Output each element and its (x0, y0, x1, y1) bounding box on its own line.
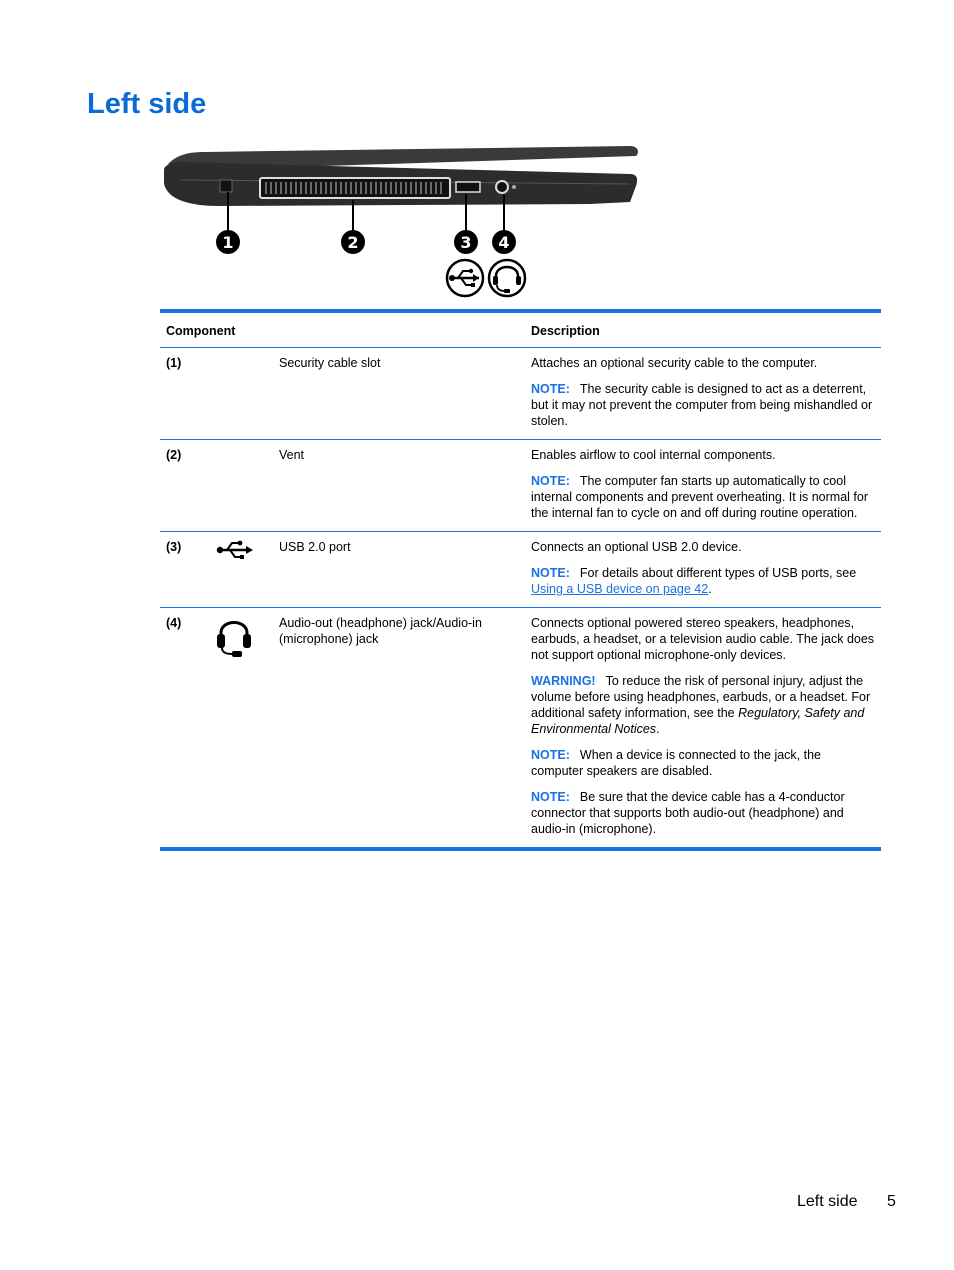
usb-icon (215, 539, 255, 561)
warning-punctuation: . (656, 722, 660, 736)
table-header-row (160, 311, 881, 348)
headphone-icon (489, 260, 525, 296)
page-number: 5 (887, 1193, 896, 1210)
row-number: (1) (160, 348, 209, 440)
row-icon-cell (209, 348, 273, 440)
warning-paragraph (531, 673, 875, 737)
components-table (160, 309, 881, 851)
warning-label: WARNING! (531, 674, 596, 688)
note-label: NOTE: (531, 382, 570, 396)
note-label: NOTE: (531, 748, 570, 762)
note-label: NOTE: (531, 790, 570, 804)
description-cell (525, 608, 881, 850)
note-paragraph (531, 747, 875, 779)
vent-illustration (260, 178, 450, 198)
description-cell (525, 440, 881, 532)
note-label: NOTE: (531, 474, 570, 488)
row-icon-cell (209, 532, 273, 608)
note-text: The security cable is designed to act as a deterrent, but it may not prevent the computer from being mishandled or stolen. (531, 382, 873, 428)
note-paragraph (531, 473, 875, 521)
footer-section-label: Left side (797, 1193, 858, 1210)
note-text: The computer fan starts up automatically to cool internal components and prevent overheating. It is normal for the internal fan to cycle on and off during routine operation. (531, 474, 868, 520)
component-name: Audio-out (headphone) jack/Audio-in (microphone) jack (279, 616, 482, 646)
table-row (160, 348, 881, 440)
callout-3: 3 (460, 233, 472, 252)
note-paragraph (531, 789, 875, 837)
table-row (160, 608, 881, 850)
usb-icon (447, 260, 483, 296)
note-paragraph (531, 565, 875, 597)
description-text: Connects an optional USB 2.0 device. (531, 540, 742, 554)
note-text: For details about different types of USB ports, see (579, 566, 857, 580)
row-icon-cell (209, 608, 273, 850)
row-number: (4) (166, 616, 182, 630)
row-number: (2) (160, 440, 209, 532)
note-text: When a device is connected to the jack, the computer speakers are disabled. (531, 748, 822, 778)
table-row (160, 440, 881, 532)
description-cell (525, 348, 881, 440)
note-text: Be sure that the device cable has a 4-conductor connector that supports both audio-out (headphone) and audio-in (microphone). (531, 790, 845, 836)
note-paragraph (531, 381, 875, 429)
page-title: Left side (87, 88, 207, 120)
headphone-icon (215, 615, 255, 659)
row-icon-cell (209, 440, 273, 532)
note-punctuation: . (708, 582, 712, 596)
description-header: Description (525, 311, 881, 348)
usb-device-link[interactable]: Using a USB device on page 42 (531, 582, 709, 596)
component-name: USB 2.0 port (273, 532, 525, 608)
component-name: Security cable slot (273, 348, 525, 440)
laptop-left-side-illustration (160, 140, 640, 305)
warning-text: To reduce the risk of personal injury, adjust the volume before using headphones, earbuds, or a headset. For additional safety information, see the (531, 674, 871, 720)
callout-2: 2 (347, 233, 359, 252)
table-row (160, 532, 881, 608)
callout-4: 4 (498, 233, 510, 252)
description-text: Connects optional powered stereo speakers, headphones, earbuds, a headset, or a television audio cable. The jack does not support optional microphone-only devices. (531, 616, 875, 662)
note-label: NOTE: (531, 566, 570, 580)
description-text: Enables airflow to cool internal components. (531, 448, 776, 462)
component-name: Vent (273, 440, 525, 532)
description-text: Attaches an optional security cable to the computer. (531, 356, 818, 370)
description-cell (525, 532, 881, 608)
warning-doc-title: Regulatory, Safety and Environmental Notices (531, 706, 865, 736)
row-number: (3) (160, 532, 209, 608)
component-header: Component (160, 311, 525, 348)
callout-1: 1 (222, 233, 234, 252)
